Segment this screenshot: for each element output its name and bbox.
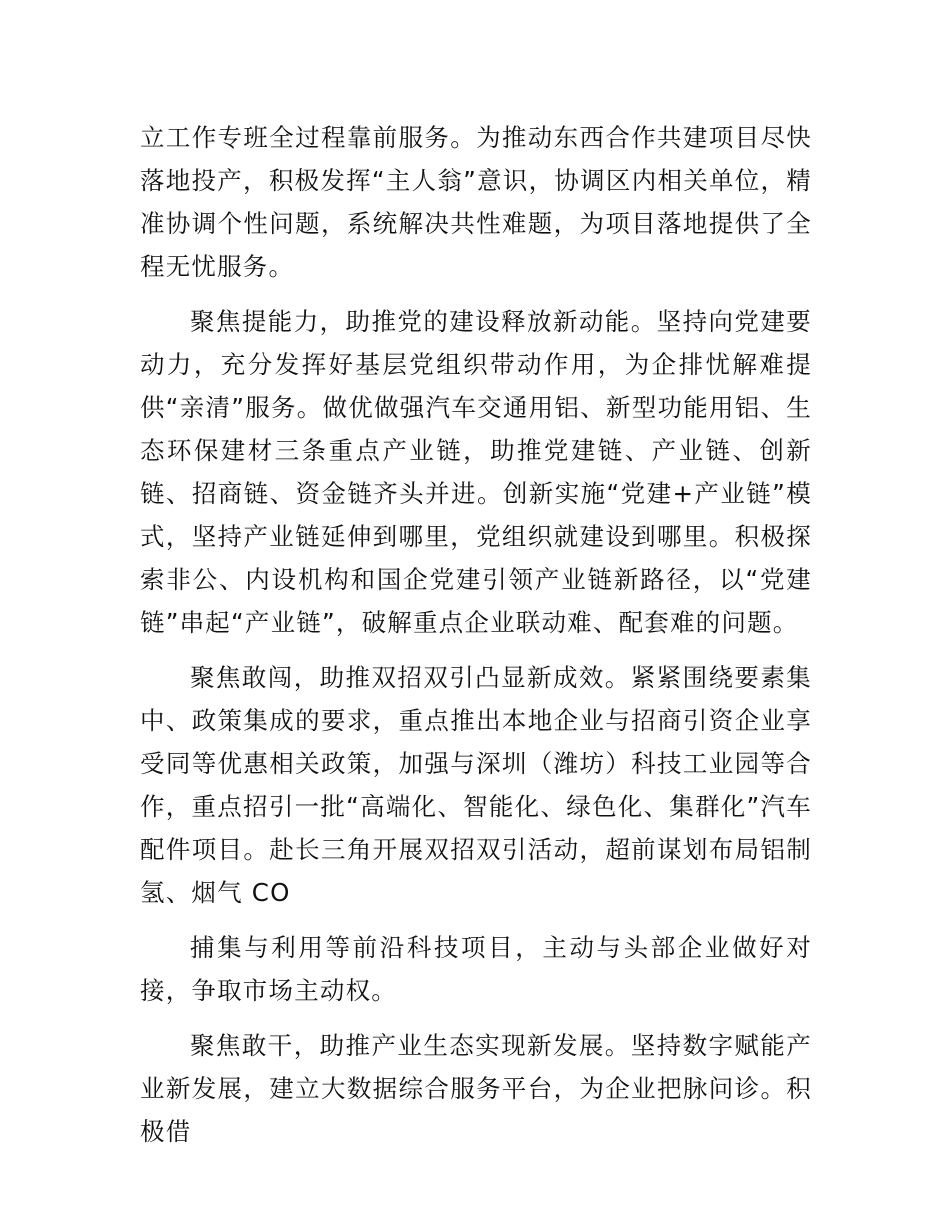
document-body (140, 116, 812, 1165)
paragraph-1: 立工作专班全过程靠前服务。为推动东西合作共建项目尽快落地投产，积极发挥“主人翁”意识，协调区内相关单位，精准协调个性问题，系统解决共性难题，为项目落地提供了全程无忧服务。 (140, 123, 812, 281)
paragraph-4: 捕集与利用等前沿科技项目，主动与头部企业做好对接，争取市场主动权。 (140, 933, 812, 1005)
paragraph-2: 聚焦提能力，助推党的建设释放新动能。坚持向党建要动力，充分发挥好基层党组织带动作用，为企排忧解难提供“亲清”服务。做优做强汽车交通用铝、新型功能用铝、生态环保建材三条重点产业链，助推党建链、产业链、创新链、招商链、资金链齐头并进。创新实施“党建+产业链”模式，坚持产业链延伸到哪里，党组织就建设到哪里。积极探索非公、内设机构和国企党建引领产业链新路径，以“党建链”串起“产业链”，破解重点企业联动难、配套难的问题。 (140, 307, 812, 637)
paragraph-3: 聚焦敢闯，助推双招双引凸显新成效。紧紧围绕要素集中、政策集成的要求，重点推出本地企业与招商引资企业享受同等优惠相关政策，加强与深圳（潍坊）科技工业园等合作，重点招引一批“高端化、智能化、绿色化、集群化”汽车配件项目。赴长三角开展双招双引活动，超前谋划布局铝制氢、烟气 CO (140, 663, 812, 907)
paragraph-5: 聚焦敢干，助推产业生态实现新发展。坚持数字赋能产业新发展，建立大数据综合服务平台，为企业把脉问诊。积极借 (140, 1031, 812, 1146)
